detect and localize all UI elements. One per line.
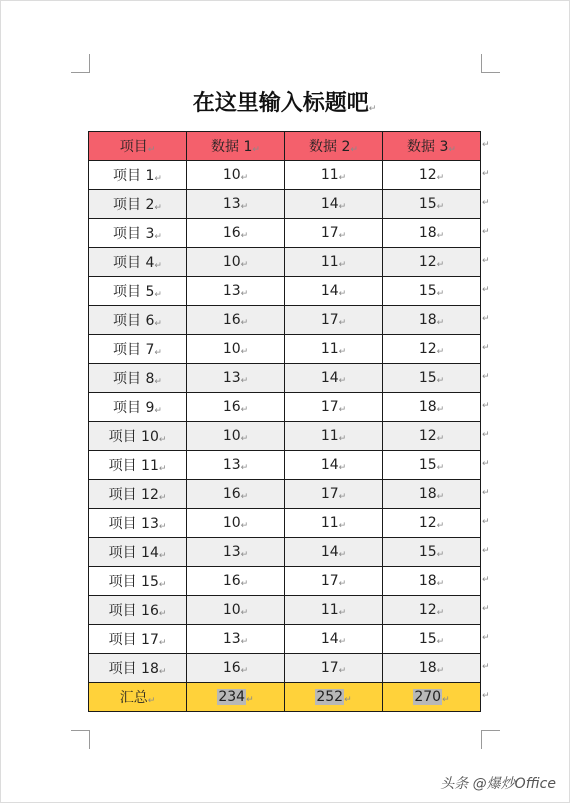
row-end-mark-icon: ↵ xyxy=(482,400,490,411)
cell-mark-icon: ↵ xyxy=(436,231,445,241)
cell-mark-icon: ↵ xyxy=(240,434,249,444)
header-cell[interactable] xyxy=(187,132,285,161)
cell-mark-icon: ↵ xyxy=(338,521,347,531)
value-cell[interactable] xyxy=(285,335,383,364)
value-cell[interactable] xyxy=(187,364,285,393)
cell-mark-icon: ↵ xyxy=(338,376,347,386)
value-cell[interactable] xyxy=(383,364,481,393)
value-cell-text: 17 xyxy=(320,399,339,415)
value-cell-text: 13 xyxy=(222,370,241,386)
value-cell[interactable] xyxy=(187,161,285,190)
cell-mark-icon: ↵ xyxy=(158,464,167,474)
value-cell-text: 10 xyxy=(222,341,241,357)
row-label-cell-text: 项目 7 xyxy=(113,342,155,358)
paragraph-mark-icon: ↵ xyxy=(368,104,377,114)
value-cell-text: 12 xyxy=(418,167,437,183)
value-cell-text: 16 xyxy=(222,573,241,589)
cell-mark-icon: ↵ xyxy=(436,289,445,299)
value-cell-text: 18 xyxy=(418,660,437,676)
cell-mark-icon: ↵ xyxy=(338,608,347,618)
row-end-mark-icon: ↵ xyxy=(482,139,490,150)
value-cell-text: 13 xyxy=(222,457,241,473)
row-label-cell-text: 项目 3 xyxy=(113,226,155,242)
row-end-mark-icon: ↵ xyxy=(482,545,490,556)
table-row xyxy=(89,248,481,277)
cell-mark-icon: ↵ xyxy=(448,145,456,155)
value-cell-text: 15 xyxy=(418,370,437,386)
row-label-cell[interactable] xyxy=(89,451,187,480)
cell-mark-icon: ↵ xyxy=(240,550,249,560)
value-cell-text: 15 xyxy=(418,457,437,473)
watermark: 头条 @爆炒Office xyxy=(440,776,556,792)
value-cell-text: 11 xyxy=(320,602,339,618)
value-cell[interactable] xyxy=(383,277,481,306)
value-cell-text: 16 xyxy=(222,660,241,676)
row-label-cell-text: 项目 6 xyxy=(113,313,155,329)
value-cell[interactable] xyxy=(383,161,481,190)
title-text: 在这里输入标题吧 xyxy=(192,91,369,116)
cell-mark-icon: ↵ xyxy=(158,551,167,561)
row-label-cell[interactable] xyxy=(89,422,187,451)
cell-mark-icon: ↵ xyxy=(240,405,249,415)
table-header-row xyxy=(89,132,481,161)
table-row xyxy=(89,509,481,538)
cell-mark-icon: ↵ xyxy=(154,406,162,416)
cell-mark-icon: ↵ xyxy=(158,580,167,590)
header-cell[interactable] xyxy=(383,132,481,161)
value-cell-text: 12 xyxy=(418,254,437,270)
row-label-cell-text: 项目 15 xyxy=(108,574,159,590)
cell-mark-icon: ↵ xyxy=(436,434,445,444)
value-cell-text: 16 xyxy=(222,486,241,502)
value-cell[interactable] xyxy=(383,306,481,335)
row-label-cell-text: 项目 10 xyxy=(108,429,159,445)
row-end-mark-icon: ↵ xyxy=(482,313,490,324)
value-cell[interactable] xyxy=(187,480,285,509)
value-cell[interactable] xyxy=(383,567,481,596)
value-cell[interactable] xyxy=(187,654,285,683)
value-cell-text: 15 xyxy=(418,631,437,647)
total-label-cell-text: 汇总 xyxy=(119,690,148,706)
value-cell[interactable] xyxy=(187,422,285,451)
table-row xyxy=(89,306,481,335)
row-end-mark-icon: ↵ xyxy=(482,168,490,179)
cell-mark-icon: ↵ xyxy=(344,695,352,705)
row-label-cell-text: 项目 1 xyxy=(113,168,155,184)
value-cell[interactable] xyxy=(187,596,285,625)
total-value-cell-text: 270 xyxy=(414,689,442,705)
row-end-mark-icon: ↵ xyxy=(482,603,490,614)
cell-mark-icon: ↵ xyxy=(350,145,358,155)
cell-mark-icon: ↵ xyxy=(338,318,347,328)
row-label-cell[interactable] xyxy=(89,248,187,277)
row-label-cell-text: 项目 14 xyxy=(108,545,159,561)
cell-mark-icon: ↵ xyxy=(240,463,249,473)
cell-mark-icon: ↵ xyxy=(338,173,347,183)
table-row xyxy=(89,161,481,190)
row-label-cell[interactable] xyxy=(89,335,187,364)
cell-mark-icon: ↵ xyxy=(240,637,249,647)
table-row xyxy=(89,596,481,625)
cell-mark-icon: ↵ xyxy=(154,232,162,242)
row-label-cell-text: 项目 17 xyxy=(108,632,159,648)
row-end-mark-icon: ↵ xyxy=(482,690,490,701)
total-value-cell[interactable] xyxy=(285,683,383,712)
value-cell-text: 11 xyxy=(320,254,339,270)
value-cell-text: 15 xyxy=(418,283,437,299)
crop-mark-bottom-right xyxy=(481,730,500,749)
total-value-cell-text: 252 xyxy=(316,689,344,705)
value-cell[interactable] xyxy=(285,596,383,625)
cell-mark-icon: ↵ xyxy=(436,405,445,415)
cell-mark-icon: ↵ xyxy=(154,377,162,387)
row-label-cell-text: 项目 12 xyxy=(108,487,159,503)
cell-mark-icon: ↵ xyxy=(436,260,445,270)
value-cell-text: 18 xyxy=(418,399,437,415)
value-cell[interactable] xyxy=(285,393,383,422)
data-table[interactable] xyxy=(88,131,481,712)
value-cell[interactable] xyxy=(187,219,285,248)
value-cell[interactable] xyxy=(187,451,285,480)
header-cell-text: 项目 xyxy=(119,139,148,155)
cell-mark-icon: ↵ xyxy=(436,347,445,357)
value-cell-text: 13 xyxy=(222,544,241,560)
value-cell[interactable] xyxy=(383,654,481,683)
value-cell[interactable] xyxy=(285,567,383,596)
cell-mark-icon: ↵ xyxy=(436,608,445,618)
value-cell[interactable] xyxy=(383,393,481,422)
table-row xyxy=(89,277,481,306)
cell-mark-icon: ↵ xyxy=(240,318,249,328)
value-cell-text: 18 xyxy=(418,486,437,502)
row-label-cell[interactable] xyxy=(89,654,187,683)
value-cell-text: 13 xyxy=(222,283,241,299)
table-row xyxy=(89,190,481,219)
value-cell[interactable] xyxy=(285,480,383,509)
value-cell-text: 11 xyxy=(320,341,339,357)
value-cell[interactable] xyxy=(187,538,285,567)
value-cell[interactable] xyxy=(285,248,383,277)
row-label-cell[interactable] xyxy=(89,364,187,393)
header-cell[interactable] xyxy=(89,132,187,161)
cell-mark-icon: ↵ xyxy=(338,231,347,241)
value-cell-text: 12 xyxy=(418,602,437,618)
row-end-mark-icon: ↵ xyxy=(482,632,490,643)
row-label-cell[interactable] xyxy=(89,219,187,248)
value-cell-text: 17 xyxy=(320,225,339,241)
row-label-cell-text: 项目 4 xyxy=(113,255,155,271)
row-end-mark-icon: ↵ xyxy=(482,487,490,498)
row-label-cell-text: 项目 9 xyxy=(113,400,155,416)
cell-mark-icon: ↵ xyxy=(154,261,162,271)
cell-mark-icon: ↵ xyxy=(240,376,249,386)
value-cell[interactable] xyxy=(285,190,383,219)
value-cell[interactable] xyxy=(383,190,481,219)
value-cell-text: 14 xyxy=(320,196,339,212)
table-row xyxy=(89,654,481,683)
value-cell-text: 12 xyxy=(418,428,437,444)
value-cell[interactable] xyxy=(285,509,383,538)
cell-mark-icon: ↵ xyxy=(240,492,249,502)
value-cell-text: 14 xyxy=(320,631,339,647)
value-cell-text: 16 xyxy=(222,399,241,415)
value-cell-text: 11 xyxy=(320,167,339,183)
cell-mark-icon: ↵ xyxy=(158,638,167,648)
table-row xyxy=(89,538,481,567)
row-label-cell-text: 项目 5 xyxy=(113,284,155,300)
value-cell[interactable] xyxy=(187,277,285,306)
row-label-cell[interactable] xyxy=(89,596,187,625)
value-cell[interactable] xyxy=(187,625,285,654)
cell-mark-icon: ↵ xyxy=(154,348,162,358)
cell-mark-icon: ↵ xyxy=(252,145,260,155)
cell-mark-icon: ↵ xyxy=(240,579,249,589)
table-row xyxy=(89,422,481,451)
row-label-cell-text: 项目 8 xyxy=(113,371,155,387)
value-cell[interactable] xyxy=(383,625,481,654)
cell-mark-icon: ↵ xyxy=(436,173,445,183)
value-cell-text: 14 xyxy=(320,370,339,386)
cell-mark-icon: ↵ xyxy=(436,202,445,212)
crop-mark-bottom-left xyxy=(71,730,90,749)
value-cell[interactable] xyxy=(383,480,481,509)
cell-mark-icon: ↵ xyxy=(338,492,347,502)
value-cell[interactable] xyxy=(383,335,481,364)
value-cell[interactable] xyxy=(187,335,285,364)
row-end-mark-icon: ↵ xyxy=(482,342,490,353)
value-cell[interactable] xyxy=(285,654,383,683)
cell-mark-icon: ↵ xyxy=(154,174,162,184)
row-label-cell[interactable] xyxy=(89,538,187,567)
cell-mark-icon: ↵ xyxy=(240,289,249,299)
row-label-cell[interactable] xyxy=(89,306,187,335)
cell-mark-icon: ↵ xyxy=(240,666,249,676)
cell-mark-icon: ↵ xyxy=(147,696,156,706)
value-cell-text: 11 xyxy=(320,428,339,444)
value-cell[interactable] xyxy=(285,422,383,451)
cell-mark-icon: ↵ xyxy=(338,202,347,212)
cell-mark-icon: ↵ xyxy=(154,203,162,213)
cell-mark-icon: ↵ xyxy=(246,695,254,705)
header-cell-text: 数据 2 xyxy=(309,139,351,155)
row-end-mark-icon: ↵ xyxy=(482,661,490,672)
value-cell-text: 13 xyxy=(222,196,241,212)
cell-mark-icon: ↵ xyxy=(338,637,347,647)
value-cell[interactable] xyxy=(285,625,383,654)
table-row xyxy=(89,451,481,480)
cell-mark-icon: ↵ xyxy=(154,319,162,329)
row-label-cell[interactable] xyxy=(89,480,187,509)
table-row xyxy=(89,393,481,422)
row-end-mark-icon: ↵ xyxy=(482,516,490,527)
value-cell[interactable] xyxy=(383,422,481,451)
value-cell-text: 17 xyxy=(320,486,339,502)
total-value-cell-text: 234 xyxy=(218,689,246,705)
header-cell[interactable] xyxy=(285,132,383,161)
cell-mark-icon: ↵ xyxy=(436,463,445,473)
cell-mark-icon: ↵ xyxy=(158,609,167,619)
row-label-cell[interactable] xyxy=(89,190,187,219)
document-title[interactable] xyxy=(88,86,481,122)
crop-mark-top-left xyxy=(71,54,90,73)
value-cell[interactable] xyxy=(187,248,285,277)
cell-mark-icon: ↵ xyxy=(147,145,156,155)
value-cell[interactable] xyxy=(383,509,481,538)
cell-mark-icon: ↵ xyxy=(158,435,167,445)
table-total-row xyxy=(89,683,481,712)
value-cell-text: 10 xyxy=(222,515,241,531)
cell-mark-icon: ↵ xyxy=(158,667,167,677)
row-end-mark-icon: ↵ xyxy=(482,574,490,585)
cell-mark-icon: ↵ xyxy=(436,376,445,386)
value-cell[interactable] xyxy=(383,538,481,567)
cell-mark-icon: ↵ xyxy=(338,260,347,270)
cell-mark-icon: ↵ xyxy=(240,260,249,270)
table-row xyxy=(89,480,481,509)
value-cell-text: 13 xyxy=(222,631,241,647)
row-label-cell-text: 项目 18 xyxy=(108,661,159,677)
row-label-cell[interactable] xyxy=(89,393,187,422)
value-cell[interactable] xyxy=(187,567,285,596)
value-cell-text: 15 xyxy=(418,196,437,212)
cell-mark-icon: ↵ xyxy=(338,405,347,415)
cell-mark-icon: ↵ xyxy=(240,608,249,618)
cell-mark-icon: ↵ xyxy=(442,695,450,705)
value-cell[interactable] xyxy=(285,306,383,335)
cell-mark-icon: ↵ xyxy=(338,347,347,357)
cell-mark-icon: ↵ xyxy=(338,434,347,444)
value-cell-text: 14 xyxy=(320,544,339,560)
value-cell-text: 14 xyxy=(320,457,339,473)
value-cell-text: 16 xyxy=(222,312,241,328)
row-label-cell-text: 项目 16 xyxy=(108,603,159,619)
cell-mark-icon: ↵ xyxy=(436,666,445,676)
value-cell[interactable] xyxy=(383,596,481,625)
cell-mark-icon: ↵ xyxy=(436,550,445,560)
crop-mark-top-right xyxy=(481,54,500,73)
value-cell-text: 16 xyxy=(222,225,241,241)
row-label-cell[interactable] xyxy=(89,625,187,654)
cell-mark-icon: ↵ xyxy=(338,579,347,589)
row-end-mark-icon: ↵ xyxy=(482,429,490,440)
row-end-mark-icon: ↵ xyxy=(482,284,490,295)
value-cell[interactable] xyxy=(187,509,285,538)
value-cell-text: 10 xyxy=(222,428,241,444)
row-label-cell[interactable] xyxy=(89,509,187,538)
value-cell-text: 10 xyxy=(222,254,241,270)
cell-mark-icon: ↵ xyxy=(158,522,167,532)
value-cell-text: 10 xyxy=(222,167,241,183)
row-end-mark-icon: ↵ xyxy=(482,197,490,208)
value-cell[interactable] xyxy=(285,364,383,393)
table-row xyxy=(89,335,481,364)
value-cell[interactable] xyxy=(285,219,383,248)
cell-mark-icon: ↵ xyxy=(240,347,249,357)
value-cell[interactable] xyxy=(285,161,383,190)
value-cell-text: 17 xyxy=(320,312,339,328)
value-cell[interactable] xyxy=(383,219,481,248)
row-end-mark-icon: ↵ xyxy=(482,371,490,382)
table-row xyxy=(89,567,481,596)
cell-mark-icon: ↵ xyxy=(338,463,347,473)
total-label-cell[interactable] xyxy=(89,683,187,712)
cell-mark-icon: ↵ xyxy=(436,492,445,502)
row-end-mark-icon: ↵ xyxy=(482,255,490,266)
value-cell-text: 10 xyxy=(222,602,241,618)
value-cell[interactable] xyxy=(285,451,383,480)
table-row xyxy=(89,364,481,393)
value-cell[interactable] xyxy=(187,393,285,422)
value-cell-text: 18 xyxy=(418,573,437,589)
value-cell[interactable] xyxy=(383,451,481,480)
cell-mark-icon: ↵ xyxy=(436,521,445,531)
row-label-cell-text: 项目 11 xyxy=(108,458,159,474)
value-cell-text: 17 xyxy=(320,660,339,676)
cell-mark-icon: ↵ xyxy=(240,521,249,531)
row-label-cell[interactable] xyxy=(89,567,187,596)
cell-mark-icon: ↵ xyxy=(158,493,167,503)
row-end-mark-icon: ↵ xyxy=(482,226,490,237)
cell-mark-icon: ↵ xyxy=(436,637,445,647)
value-cell[interactable] xyxy=(285,277,383,306)
cell-mark-icon: ↵ xyxy=(338,289,347,299)
cell-mark-icon: ↵ xyxy=(436,318,445,328)
total-value-cell[interactable] xyxy=(187,683,285,712)
value-cell-text: 11 xyxy=(320,515,339,531)
cell-mark-icon: ↵ xyxy=(338,550,347,560)
value-cell-text: 15 xyxy=(418,544,437,560)
header-cell-text: 数据 3 xyxy=(407,139,449,155)
header-cell-text: 数据 1 xyxy=(211,139,253,155)
value-cell-text: 18 xyxy=(418,312,437,328)
table-row xyxy=(89,625,481,654)
total-value-cell[interactable] xyxy=(383,683,481,712)
value-cell[interactable] xyxy=(285,538,383,567)
cell-mark-icon: ↵ xyxy=(154,290,162,300)
row-label-cell[interactable] xyxy=(89,161,187,190)
row-label-cell-text: 项目 2 xyxy=(113,197,155,213)
cell-mark-icon: ↵ xyxy=(338,666,347,676)
value-cell-text: 14 xyxy=(320,283,339,299)
cell-mark-icon: ↵ xyxy=(240,173,249,183)
row-end-mark-icon: ↵ xyxy=(482,458,490,469)
row-label-cell[interactable] xyxy=(89,277,187,306)
value-cell[interactable] xyxy=(383,248,481,277)
table-row xyxy=(89,219,481,248)
cell-mark-icon: ↵ xyxy=(240,202,249,212)
value-cell-text: 12 xyxy=(418,341,437,357)
value-cell[interactable] xyxy=(187,306,285,335)
row-label-cell-text: 项目 13 xyxy=(108,516,159,532)
value-cell[interactable] xyxy=(187,190,285,219)
cell-mark-icon: ↵ xyxy=(436,579,445,589)
value-cell-text: 18 xyxy=(418,225,437,241)
value-cell-text: 17 xyxy=(320,573,339,589)
value-cell-text: 12 xyxy=(418,515,437,531)
cell-mark-icon: ↵ xyxy=(240,231,249,241)
